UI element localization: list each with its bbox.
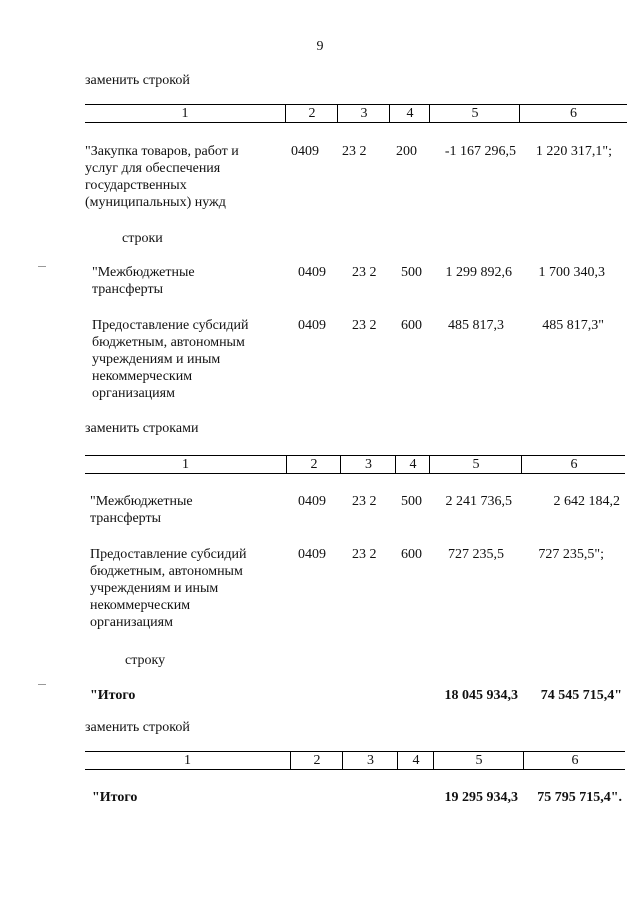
row-target: 23 2 xyxy=(352,265,377,280)
row-name: "Закупка товаров, работ и услуг для обеспечения государственных (муниципальных) нужд xyxy=(85,144,239,210)
row-target: 23 2 xyxy=(352,547,377,562)
row-name: "Межбюджетные трансферты xyxy=(90,494,193,526)
header-col-1: 1 xyxy=(182,457,189,472)
header-col-4: 4 xyxy=(395,456,430,473)
row-amount-6: 1 700 340,3 xyxy=(538,265,605,280)
total-amount-5: 18 045 934,3 xyxy=(444,688,518,703)
row-amount-6: 485 817,3" xyxy=(542,318,604,333)
header-col-3: 3 xyxy=(337,105,390,122)
row-target: 23 2 xyxy=(342,144,367,159)
header-col-2: 2 xyxy=(285,105,338,122)
header-col-2: 2 xyxy=(290,752,343,769)
header-col-4: 4 xyxy=(397,752,434,769)
row-section: 0409 xyxy=(298,265,326,280)
row-section: 0409 xyxy=(298,547,326,562)
header-col-3: 3 xyxy=(342,752,398,769)
row-section: 0409 xyxy=(291,144,319,159)
row-target: 23 2 xyxy=(352,318,377,333)
row-amount-5: 485 817,3 xyxy=(448,318,504,333)
total-amount-6: 74 545 715,4" xyxy=(540,688,622,703)
total-amount-6: 75 795 715,4". xyxy=(537,790,622,805)
total-amount-5: 19 295 934,3 xyxy=(444,790,518,805)
row-expense-type: 500 xyxy=(401,494,422,509)
row-amount-5: 1 299 892,6 xyxy=(445,265,512,280)
replace-instruction: заменить строкой xyxy=(85,720,190,735)
row-name: "Межбюджетные трансферты xyxy=(92,265,195,297)
header-col-5: 5 xyxy=(429,105,520,122)
header-col-4: 4 xyxy=(389,105,430,122)
row-amount-5: -1 167 296,5 xyxy=(444,144,516,159)
row-expense-type: 600 xyxy=(401,318,422,333)
total-label: "Итого xyxy=(92,790,138,805)
replace-instruction: заменить строкой xyxy=(85,73,190,88)
table-header-row xyxy=(85,751,625,770)
header-col-5: 5 xyxy=(433,752,524,769)
row-label: строку xyxy=(125,653,166,668)
row-amount-6: 727 235,5"; xyxy=(538,547,604,562)
row-name: Предоставление субсидий бюджетным, автономным учреждениям и иным некоммерческим организациям xyxy=(90,547,247,630)
row-name: Предоставление субсидий бюджетным, автономным учреждениям и иным некоммерческим организациям xyxy=(92,318,249,401)
header-col-6: 6 xyxy=(523,752,626,769)
row-amount-6: 1 220 317,1"; xyxy=(535,144,612,159)
header-col-3: 3 xyxy=(340,456,396,473)
row-expense-type: 600 xyxy=(401,547,422,562)
row-target: 23 2 xyxy=(352,494,377,509)
margin-mark xyxy=(38,684,46,685)
header-col-1: 1 xyxy=(181,106,189,121)
page-number: 9 xyxy=(316,39,324,54)
table-header-row xyxy=(85,104,627,123)
row-section: 0409 xyxy=(298,318,326,333)
total-label: "Итого xyxy=(90,688,136,703)
row-expense-type: 500 xyxy=(401,265,422,280)
margin-mark xyxy=(38,266,46,267)
row-section: 0409 xyxy=(298,494,326,509)
row-expense-type: 200 xyxy=(396,144,417,159)
row-amount-5: 727 235,5 xyxy=(448,547,504,562)
row-amount-6: 2 642 184,2 xyxy=(553,494,620,509)
header-col-6: 6 xyxy=(519,105,627,122)
header-col-6: 6 xyxy=(521,456,626,473)
header-col-2: 2 xyxy=(286,456,341,473)
replace-instruction: заменить строками xyxy=(85,421,199,436)
header-col-5: 5 xyxy=(429,456,522,473)
table-header-row xyxy=(85,455,625,474)
rows-label: строки xyxy=(122,231,163,246)
row-amount-5: 2 241 736,5 xyxy=(445,494,512,509)
header-col-1: 1 xyxy=(184,753,191,768)
